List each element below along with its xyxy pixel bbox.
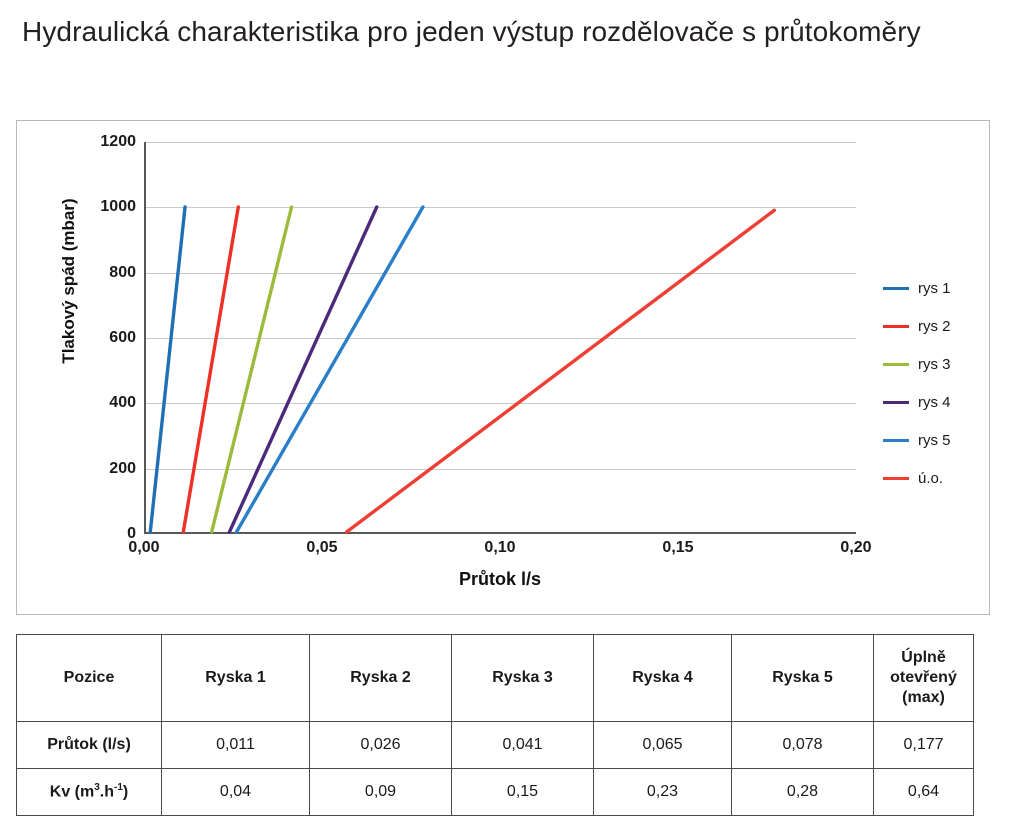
x-tick-0_15: 0,15 bbox=[662, 539, 694, 556]
legend-label-rys-2: rys 2 bbox=[918, 317, 951, 335]
y-tick-400: 400 bbox=[109, 394, 136, 412]
cell-kv-ryska-1: 0,04 bbox=[162, 769, 310, 816]
x-tick-0_20: 0,20 bbox=[840, 539, 872, 556]
row-label-prutok: Průtok (l/s) bbox=[17, 722, 162, 769]
chart-series-svg bbox=[146, 142, 856, 532]
x-axis-ticks bbox=[128, 539, 872, 565]
plot-area bbox=[144, 142, 856, 534]
legend-label-uo: ú.o. bbox=[918, 469, 944, 487]
table-header-uplne-otevreny bbox=[874, 635, 974, 722]
table-header-ryska-5: Ryska 5 bbox=[732, 635, 874, 722]
series-line-5 bbox=[237, 207, 423, 532]
cell-prutok-ryska-5: 0,078 bbox=[732, 722, 874, 769]
row-label-kv-sup2: -1 bbox=[114, 782, 123, 794]
y-tick-200: 200 bbox=[109, 459, 136, 477]
page-title: Hydraulická charakteristika pro jeden výstup rozdělovače s průtokoměry bbox=[22, 16, 921, 47]
row-label-kv bbox=[17, 769, 162, 816]
y-tick-0: 0 bbox=[127, 525, 136, 542]
table-header-ryska-3: Ryska 3 bbox=[452, 635, 594, 722]
legend-label-rys-4: rys 4 bbox=[918, 393, 951, 411]
series-line-6 bbox=[347, 210, 775, 532]
series-line-2 bbox=[183, 207, 238, 532]
cell-kv-ryska-5: 0,28 bbox=[732, 769, 874, 816]
cell-kv-ryska-2: 0,09 bbox=[310, 769, 452, 816]
series-line-1 bbox=[150, 207, 185, 532]
legend-swatch-uo bbox=[883, 477, 909, 480]
y-axis-label: Tlakový spád (mbar) bbox=[59, 198, 78, 364]
table-header-uplne-line-3: (max) bbox=[902, 689, 945, 706]
table-header-pozice: Pozice bbox=[17, 635, 162, 722]
table-header-ryska-2: Ryska 2 bbox=[310, 635, 452, 722]
y-tick-1200: 1200 bbox=[100, 133, 136, 150]
cell-prutok-ryska-4: 0,065 bbox=[594, 722, 732, 769]
legend-item-rys-5 bbox=[883, 421, 983, 459]
x-tick-0_05: 0,05 bbox=[306, 539, 338, 556]
cell-kv-ryska-4: 0,23 bbox=[594, 769, 732, 816]
legend-item-rys-3 bbox=[883, 345, 983, 383]
table-header-row bbox=[17, 635, 974, 722]
x-tick-0_10: 0,10 bbox=[484, 539, 516, 556]
y-tick-800: 800 bbox=[109, 263, 136, 281]
row-label-kv-sup1: 3 bbox=[94, 782, 100, 794]
cell-prutok-ryska-2: 0,026 bbox=[310, 722, 452, 769]
table-row bbox=[17, 722, 974, 769]
x-axis-label: Průtok l/s bbox=[458, 569, 542, 589]
legend-swatch-rys-3 bbox=[883, 363, 909, 366]
x-tick-0_00: 0,00 bbox=[128, 539, 160, 556]
legend-swatch-rys-1 bbox=[883, 287, 909, 290]
chart-legend bbox=[883, 269, 983, 497]
legend-item-rys-4 bbox=[883, 383, 983, 421]
table-header-uplne-line-1: Úplně bbox=[901, 649, 946, 666]
row-label-kv-mid: .h bbox=[99, 783, 114, 801]
table-header-uplne-line-2: otevřený bbox=[890, 669, 957, 686]
cell-prutok-max: 0,177 bbox=[874, 722, 974, 769]
y-tick-600: 600 bbox=[109, 329, 136, 346]
legend-swatch-rys-2 bbox=[883, 325, 909, 328]
legend-label-rys-1: rys 1 bbox=[918, 279, 951, 297]
table-header-ryska-1: Ryska 1 bbox=[162, 635, 310, 722]
legend-label-rys-3: rys 3 bbox=[918, 355, 951, 373]
legend-swatch-rys-4 bbox=[883, 401, 909, 404]
legend-item-uo bbox=[883, 459, 983, 497]
chart-panel bbox=[16, 120, 990, 615]
y-axis-ticks bbox=[74, 133, 136, 542]
legend-item-rys-1 bbox=[883, 269, 983, 307]
y-tick-1000: 1000 bbox=[100, 198, 136, 216]
legend-label-rys-5: rys 5 bbox=[918, 431, 951, 449]
cell-prutok-ryska-3: 0,041 bbox=[452, 722, 594, 769]
legend-item-rys-2 bbox=[883, 307, 983, 345]
data-table bbox=[16, 634, 974, 816]
legend-swatch-rys-5 bbox=[883, 439, 909, 442]
cell-kv-ryska-3: 0,15 bbox=[452, 769, 594, 816]
row-label-kv-suffix: ) bbox=[122, 783, 129, 801]
cell-kv-max: 0,64 bbox=[874, 769, 974, 816]
table-header-ryska-4: Ryska 4 bbox=[594, 635, 732, 722]
row-label-kv-prefix: Kv (m bbox=[49, 783, 95, 801]
cell-prutok-ryska-1: 0,011 bbox=[162, 722, 310, 769]
table-row bbox=[17, 769, 974, 816]
